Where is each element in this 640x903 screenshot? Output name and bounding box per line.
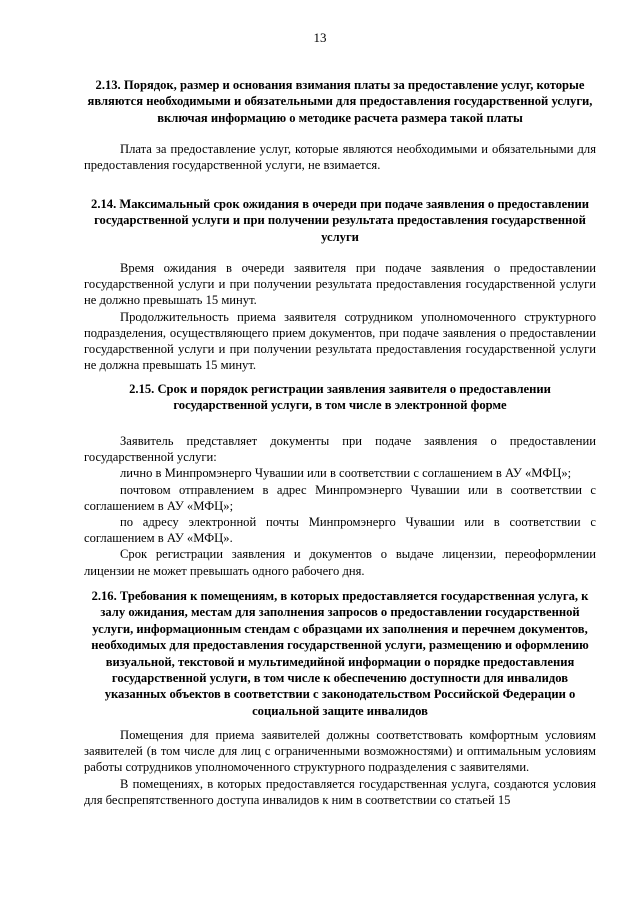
section-heading: 2.14. Максимальный срок ожидания в очереди при подаче заявления о предоставлении государственной услуги и при получении результата предоставления государственной услуги xyxy=(91,197,589,244)
paragraph: Заявитель представляет документы при подаче заявления о предоставлении государственной услуги: xyxy=(84,434,596,465)
paragraph: лично в Минпромэнерго Чувашии или в соответствии с соглашением в АУ «МФЦ»; xyxy=(120,466,572,481)
section-heading: 2.16. Требования к помещениям, в которых предоставляется государственная услуга, к залу ожидания, местам для заполнения запросов о предоставлении государственной услуги, информационным стендам с образцами их заполнения и перечнем документов, необходимых для предоставления государственной услуги, размещению и оформлению визуальной, текстовой и мультимедийной информации о порядке предоставления государственной услуги, в том числе к обеспечению доступности для инвалидов указанных объектов в соответствии с законодательством Российской Федерации о социальной защите инвалидов xyxy=(91,589,589,718)
section-2-16 xyxy=(84,588,596,719)
paragraph: почтовом отправлением в адрес Минпромэнерго Чувашии или в соответствии с соглашением в АУ «МФЦ»; xyxy=(84,482,596,513)
paragraph: Плата за предоставление услуг, которые являются необходимыми и обязательными для предоставления государственной услуги, не взимается. xyxy=(84,142,596,173)
section-2-14 xyxy=(84,196,596,245)
section-2-13 xyxy=(84,77,596,126)
section-2-15 xyxy=(84,381,596,414)
paragraph: Продолжительность приема заявителя сотрудником уполномоченного структурного подразделения, осуществляющего прием документов, при подаче заявления о предоставлении государственной услуги и при получении результата предоставления государственной услуги не должна превышать 15 минут. xyxy=(84,309,596,373)
paragraph: В помещениях, в которых предоставляется государственная услуга, создаются условия для беспрепятственного доступа инвалидов к ним в соответствии со статьей 15 xyxy=(84,776,596,807)
paragraph: Помещения для приема заявителей должны соответствовать комфортным условиям заявителей (в том числе для лиц с ограниченными возможностями) и оптимальным условиям работы сотрудников уполномоченного структурного подразделения с заявителями. xyxy=(84,728,596,775)
section-2-13-body xyxy=(84,141,596,173)
section-heading: 2.13. Порядок, размер и основания взимания платы за предоставление услуг, которые являются необходимыми и обязательными для предоставления государственной услуги, включая информацию о методике расчета размера такой платы xyxy=(87,78,593,125)
paragraph: Срок регистрации заявления и документов о выдаче лицензии, переоформлении лицензии не может превышать одного рабочего дня. xyxy=(84,547,596,578)
page-number: 13 xyxy=(313,30,327,45)
section-2-16-body xyxy=(84,727,596,808)
section-2-14-body xyxy=(84,260,596,373)
section-heading: 2.15. Срок и порядок регистрации заявления заявителя о предоставлении государственной услуги, в том числе в электронной форме xyxy=(129,382,551,413)
section-2-15-body xyxy=(84,433,596,579)
paragraph: Время ожидания в очереди заявителя при подаче заявления о предоставлении государственной услуги и при получении результата предоставления государственной услуги не должно превышать 15 минут. xyxy=(84,261,596,308)
paragraph: по адресу электронной почты Минпромэнерго Чувашии или в соответствии с соглашением в АУ «МФЦ». xyxy=(84,515,596,546)
